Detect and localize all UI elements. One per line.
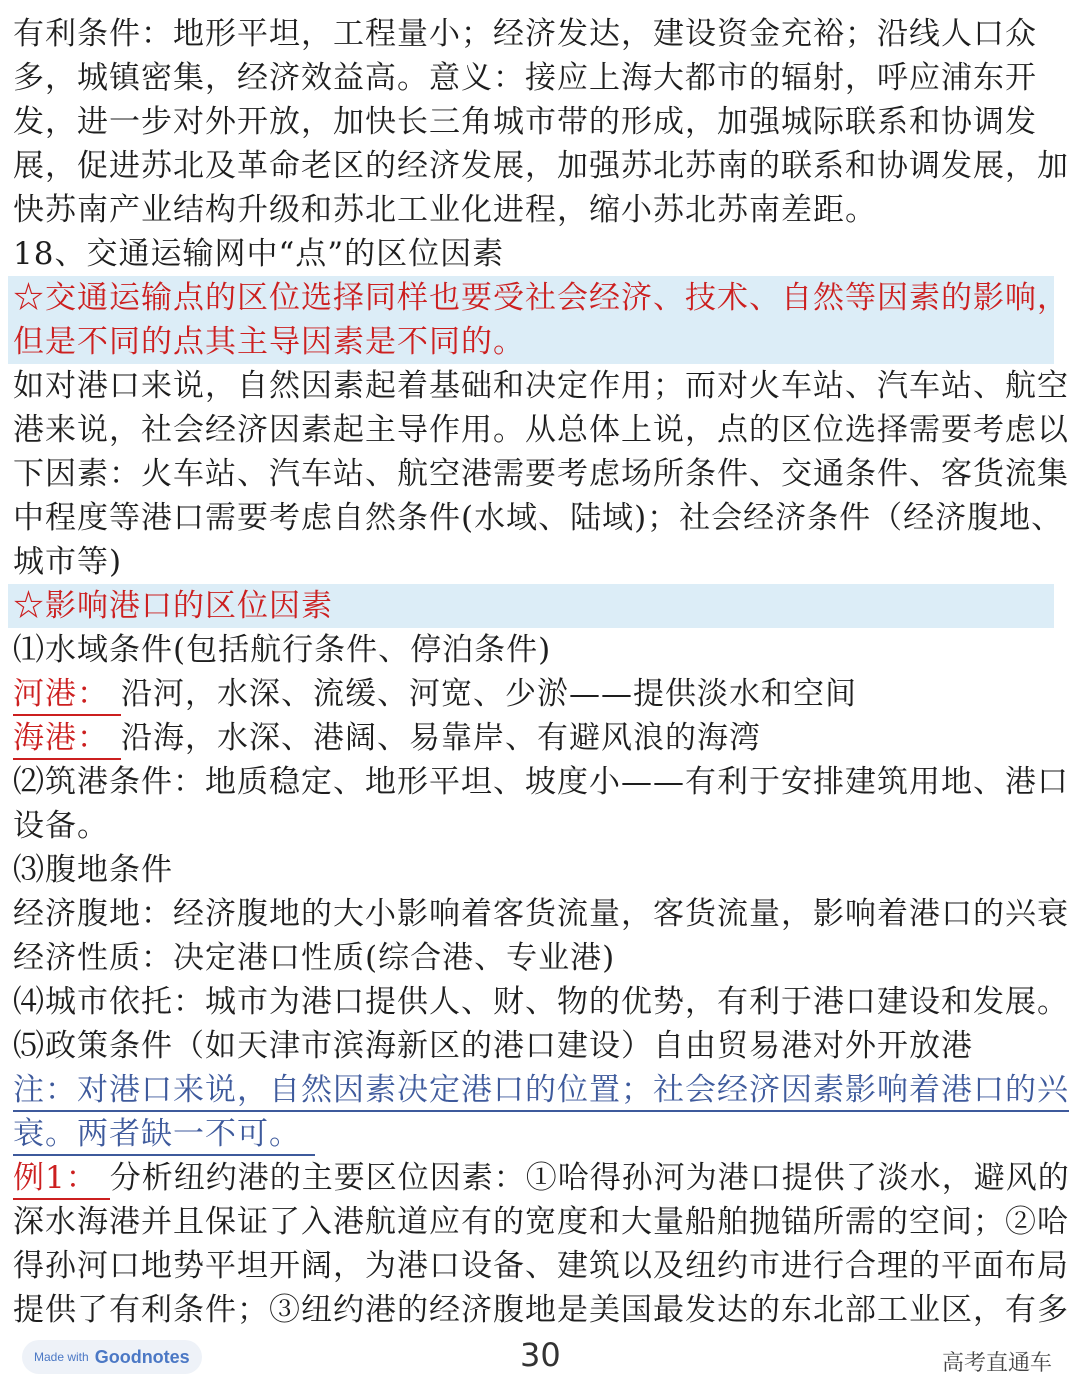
page-footer <box>0 1336 1080 1396</box>
text-line: 有利条件：地形平坦，工程量小；经济发达，建设资金充裕；沿线人口众 <box>13 16 1037 52</box>
example-label: 例1： <box>13 1158 110 1200</box>
text-line: 如对港口来说，自然因素起着基础和决定作用；而对火车站、汽车站、航空 <box>13 368 1069 404</box>
note-line <box>13 1068 1073 1112</box>
text-line: 经济腹地：经济腹地的大小影响着客货流量，客货流量，影响着港口的兴衰 <box>13 896 1069 932</box>
page-number: 30 <box>520 1336 561 1374</box>
note-text: 注：对港口来说，自然因素决定港口的位置；社会经济因素影响着港口的兴 <box>13 1070 1069 1112</box>
badge-brand-text: Goodnotes <box>94 1346 190 1367</box>
city-support: ⑷城市依托：城市为港口提供人、财、物的优势，有利于港口建设和发展。 <box>13 984 1069 1020</box>
river-port-text: 沿河，水深、流缓、河宽、少淤——提供淡水和空间 <box>121 676 857 712</box>
text-line: 经济性质：决定港口性质(综合港、专业港) <box>13 940 616 976</box>
example-line <box>13 1156 1073 1200</box>
badge-small-text: Made with <box>34 1350 89 1364</box>
text-line: 中程度等港口需要考虑自然条件(水域、陆域)；社会经济条件（经济腹地、 <box>13 500 1064 536</box>
sea-port-line <box>13 716 1073 760</box>
text-line: 提供了有利条件；③纽约港的经济腹地是美国最发达的东北部工业区，有多 <box>13 1292 1069 1328</box>
highlight-line: ☆影响港口的区位因素 <box>13 588 333 624</box>
sea-port-text: 沿海，水深、港阔、易靠岸、有避风浪的海湾 <box>121 720 761 756</box>
text-line: ⑵筑港条件：地质稳定、地形平坦、坡度小——有利于安排建筑用地、港口 <box>13 764 1069 800</box>
highlight-line: ☆交通运输点的区位选择同样也要受社会经济、技术、自然等因素的影响， <box>13 280 1069 316</box>
text-line: 设备。 <box>13 808 109 844</box>
policy: ⑸政策条件（如天津市滨海新区的港口建设）自由贸易港对外开放港 <box>13 1028 973 1064</box>
text-line: 下因素：火车站、汽车站、航空港需要考虑场所条件、交通条件、客货流集 <box>13 456 1069 492</box>
note-text: 衰。两者缺一不可。 <box>13 1114 315 1156</box>
text-line: 快苏南产业结构升级和苏北工业化进程，缩小苏北苏南差距。 <box>13 192 877 228</box>
text-line: 展，促进苏北及革命老区的经济发展，加强苏北苏南的联系和协调发展，加 <box>13 148 1069 184</box>
document-body <box>13 12 1073 1332</box>
example-text: 分析纽约港的主要区位因素：①哈得孙河为港口提供了淡水，避风的 <box>109 1160 1070 1196</box>
text-line: 得孙河口地势平坦开阔，为港口设备、建筑以及纽约市进行合理的平面布局 <box>13 1248 1069 1284</box>
highlight-line: 但是不同的点其主导因素是不同的。 <box>13 324 525 360</box>
text-line: 发，进一步对外开放，加快长三角城市带的形成，加强城际联系和协调发 <box>13 104 1037 140</box>
text-line: 深水海港并且保证了入港航道应有的宽度和大量船舶抛锚所需的空间；②哈 <box>13 1204 1069 1240</box>
watermark: 高考直通车 <box>941 1351 1052 1376</box>
water-condition: ⑴水域条件(包括航行条件、停泊条件) <box>13 632 552 668</box>
highlight-block <box>8 584 1054 628</box>
text-line: 多，城镇密集，经济效益高。意义：接应上海大都市的辐射，呼应浦东开 <box>13 60 1037 96</box>
goodnotes-badge <box>22 1340 202 1374</box>
river-port-line <box>13 672 1073 716</box>
text-line: 港来说，社会经济因素起主导作用。从总体上说，点的区位选择需要考虑以 <box>13 412 1069 448</box>
note-line <box>13 1112 1073 1156</box>
text-line: 城市等) <box>13 544 123 580</box>
sea-port-label: 海港： <box>13 718 121 760</box>
highlight-block <box>8 276 1069 364</box>
section-heading: 18、交通运输网中“点”的区位因素 <box>13 236 505 272</box>
hinterland-title: ⑶腹地条件 <box>13 852 173 888</box>
river-port-label: 河港： <box>13 674 121 716</box>
